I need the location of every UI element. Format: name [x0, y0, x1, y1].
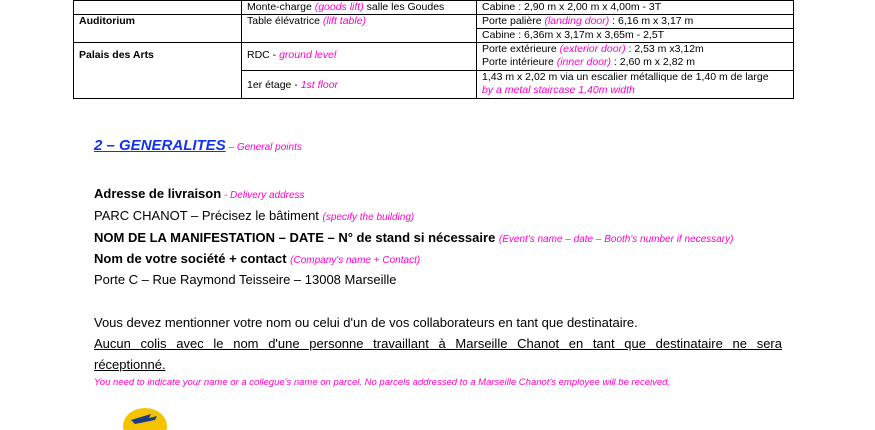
- dimensions-cell: [477, 71, 794, 99]
- address-label-fr: Adresse de livraison: [94, 186, 222, 201]
- equipment-en: (goods lift): [314, 1, 364, 13]
- dimensions-text: Porte intérieure: [482, 56, 557, 68]
- dimensions-text: : 2,60 m x 2,82 m: [611, 56, 696, 68]
- dimensions-cell: [477, 15, 794, 29]
- address-line: [94, 251, 420, 266]
- dimensions-text: : 2,53 m x3,12m: [625, 43, 704, 55]
- equipment-en: 1st floor: [300, 79, 339, 91]
- dimensions-line: [482, 56, 788, 69]
- dimensions-en: (inner door): [556, 56, 611, 68]
- notice-line: Aucun colis avec le nom d'une personne travaillant à Marseille Chanot en tant que destinataire ne sera: [94, 336, 782, 351]
- address-line: Porte C – Rue Raymond Teisseire – 13008 Marseille: [94, 272, 397, 287]
- equipment-fr-suffix: salle les Goudes: [363, 1, 445, 13]
- address-label: [94, 186, 305, 201]
- equipment-fr: RDC -: [247, 49, 280, 61]
- notice-line: réceptionné.: [94, 357, 166, 372]
- table-row: [74, 1, 794, 15]
- notice-english: You need to indicate your name or a collegue's name on parcel. No parcels addressed to a Marseille Chanot's employee will be received.: [94, 377, 671, 388]
- section-heading: [94, 137, 302, 155]
- section-title: 2 – GENERALITES: [94, 137, 226, 154]
- address-line-en: (specify the building): [322, 212, 415, 223]
- equipment-fr: Monte-charge: [247, 1, 315, 13]
- dimensions-cell: [477, 43, 794, 71]
- address-line-fr: PARC CHANOT – Précisez le bâtiment: [94, 208, 323, 223]
- equipment-en: (lift table): [322, 15, 367, 27]
- equipment-en: ground level: [279, 49, 337, 61]
- equipment-cell: [242, 15, 477, 43]
- notice-line: Vous devez mentionner votre nom ou celui d'un de vos collaborateurs en tant que destinataire.: [94, 315, 638, 330]
- access-table: [73, 0, 794, 99]
- dimensions-line: [482, 43, 788, 56]
- equipment-fr: 1er étage -: [247, 79, 301, 91]
- address-line: [94, 230, 733, 245]
- equipment-cell: [242, 71, 477, 99]
- dimensions-text: : 6,16 m x 3,17 m: [609, 15, 694, 27]
- table-row: [74, 15, 794, 29]
- equipment-cell: [242, 1, 477, 15]
- dimensions-cell: [477, 29, 794, 43]
- dimensions-en: by a metal staircase 1,40m width: [482, 84, 635, 96]
- venue-cell: Auditorium: [74, 15, 242, 43]
- address-line-fr: Nom de votre société + contact: [94, 251, 291, 266]
- dimensions-en: (landing door): [544, 15, 610, 27]
- dimensions-en: (exterior door): [559, 43, 626, 55]
- venue-cell: [74, 1, 242, 15]
- section-subtitle: – General points: [225, 142, 302, 153]
- address-line-en: (Event's name – date – Booth's number if necessary): [498, 234, 734, 245]
- address-label-en: - Delivery address: [221, 190, 305, 201]
- dimensions-text: Cabine : 2,90 m x 2,00 m x 4,00m - 3T: [482, 1, 662, 13]
- address-line-fr: NOM DE LA MANIFESTATION – DATE – N° de stand si nécessaire: [94, 230, 499, 245]
- table-row: [74, 43, 794, 71]
- dimensions-text: Cabine : 6,36m x 3,17m x 3,65m - 2,5T: [482, 29, 665, 41]
- la-poste-logo-icon: [121, 404, 169, 430]
- equipment-cell: [242, 43, 477, 71]
- venue-cell: Palais des Arts: [74, 43, 242, 99]
- address-line: [94, 208, 414, 223]
- dimensions-text: Porte palière: [482, 15, 545, 27]
- dimensions-text: Porte extérieure: [482, 43, 560, 55]
- dimensions-text: 1,43 m x 2,02 m via un escalier métallique de 1,40 m de large: [482, 71, 769, 83]
- address-line-en: (Company's name + Contact): [290, 255, 421, 266]
- dimensions-cell: [477, 1, 794, 15]
- equipment-fr: Table élévatrice: [247, 15, 323, 27]
